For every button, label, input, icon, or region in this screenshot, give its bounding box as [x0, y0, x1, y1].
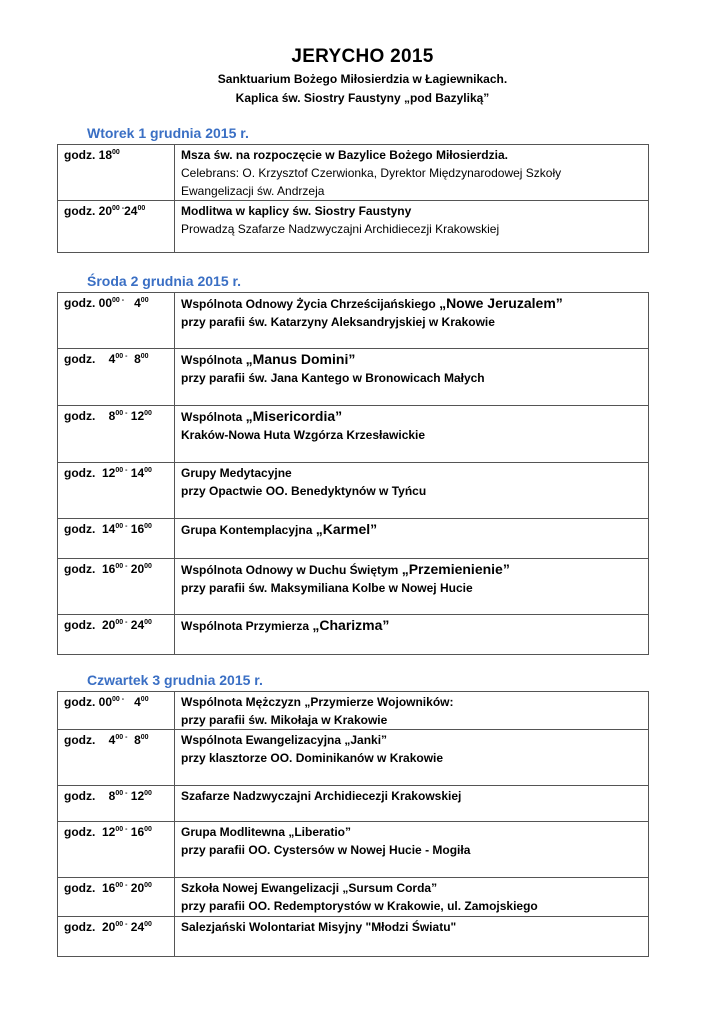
time-start: 20 — [98, 920, 116, 934]
time-start: 20 — [98, 204, 113, 218]
description-line — [181, 294, 642, 313]
schedule-row — [58, 293, 649, 349]
time-start-minutes: 00 - — [115, 523, 128, 530]
time-start: 4 — [98, 352, 116, 366]
document-subtitle-chapel: Kaplica św. Siostry Faustyny „pod Bazyliką” — [235, 91, 490, 105]
time-start-minutes: 00 - — [115, 467, 128, 474]
description-text: Wspólnota Odnowy Życia Chrześcijańskiego — [181, 297, 440, 311]
description-cell — [175, 406, 649, 463]
description-line: Ewangelizacji św. Andrzeja — [181, 184, 325, 198]
time-end: 12 — [130, 789, 145, 803]
time-start-minutes: 00 - — [115, 563, 128, 570]
schedule-body — [58, 293, 649, 655]
description-cell — [175, 786, 649, 822]
time-end: 24 — [130, 618, 145, 632]
description-cell — [175, 692, 649, 730]
description-text: Wspólnota — [181, 410, 246, 424]
description-cell — [175, 145, 649, 201]
schedule-row — [58, 519, 649, 559]
time-start: 12 — [98, 466, 116, 480]
description-cell — [175, 559, 649, 615]
time-end-minutes: 00 — [140, 734, 149, 741]
time-end-minutes: 00 — [144, 467, 152, 474]
time-prefix: godz. — [64, 522, 99, 536]
time-start: 4 — [98, 733, 116, 747]
time-start: 14 — [98, 522, 116, 536]
description-line: przy parafii św. Maksymiliana Kolbe w Nowej Hucie — [181, 581, 473, 595]
time-end-minutes: 00 — [137, 205, 146, 212]
day-heading-tuesday: Wtorek 1 grudnia 2015 r. — [87, 125, 249, 141]
time-cell — [58, 692, 175, 730]
time-end-minutes: 00 — [144, 790, 152, 797]
time-end-minutes: 00 — [144, 619, 152, 626]
time-start-minutes: 00 - — [115, 619, 128, 626]
time-cell — [58, 559, 175, 615]
time-end-minutes: 00 — [140, 353, 149, 360]
time-start-minutes: 00 - — [112, 297, 125, 304]
description-line: Grupy Medytacyjne — [181, 466, 292, 480]
description-line: przy parafii OO. Cystersów w Nowej Hucie - Mogiła — [181, 843, 471, 857]
schedule-row — [58, 615, 649, 655]
description-cell — [175, 349, 649, 406]
time-start: 00 — [98, 296, 113, 310]
description-line — [181, 616, 642, 635]
schedule-body — [58, 145, 649, 253]
time-cell — [58, 293, 175, 349]
description-text: Wspólnota Przymierza — [181, 619, 313, 633]
description-line: Prowadzą Szafarze Nadzwyczajni Archidiecezji Krakowskiej — [181, 222, 500, 236]
schedule-table-tuesday — [57, 144, 649, 253]
time-start: 16 — [98, 562, 116, 576]
schedule-row — [58, 463, 649, 519]
description-cell — [175, 822, 649, 878]
time-prefix: godz. — [64, 148, 99, 162]
time-start: 20 — [98, 618, 116, 632]
time-start-minutes: 00 - — [115, 410, 128, 417]
community-name: „Karmel” — [315, 521, 378, 537]
time-cell — [58, 917, 175, 957]
time-start-minutes: 00 - — [112, 205, 125, 212]
day-heading-thursday: Czwartek 3 grudnia 2015 r. — [87, 672, 263, 688]
description-line: Wspólnota Mężczyzn „Przymierze Wojowników: — [181, 695, 454, 709]
time-cell — [58, 201, 175, 253]
time-end: 4 — [134, 695, 141, 709]
time-end: 16 — [130, 522, 145, 536]
time-end: 8 — [134, 733, 141, 747]
description-line: Kraków-Nowa Huta Wzgórza Krzesławickie — [181, 428, 426, 442]
time-end: 20 — [130, 562, 145, 576]
community-name: „Charizma” — [312, 617, 390, 633]
description-text: Grupa Kontemplacyjna — [181, 523, 316, 537]
description-cell — [175, 730, 649, 786]
description-line: przy Opactwie OO. Benedyktynów w Tyńcu — [181, 484, 427, 498]
time-end: 4 — [134, 296, 141, 310]
day-heading-wednesday: Środa 2 grudnia 2015 r. — [87, 273, 242, 289]
time-start-minutes: 00 - — [115, 826, 128, 833]
description-line: przy parafii św. Mikołaja w Krakowie — [181, 713, 388, 727]
description-cell — [175, 293, 649, 349]
schedule-row — [58, 145, 649, 201]
time-end: 24 — [124, 204, 138, 218]
time-start: 8 — [98, 789, 116, 803]
time-prefix: godz. — [64, 352, 99, 366]
time-end-minutes: 00 — [140, 297, 149, 304]
time-start: 00 — [98, 695, 113, 709]
schedule-row — [58, 878, 649, 917]
time-start-minutes: 00 — [112, 149, 120, 156]
schedule-row — [58, 917, 649, 957]
time-end: 20 — [130, 881, 145, 895]
description-line: przy klasztorze OO. Dominikanów w Krakowie — [181, 751, 444, 765]
time-separator — [124, 296, 134, 310]
time-prefix: godz. — [64, 825, 99, 839]
description-line: Msza św. na rozpoczęcie w Bazylice Bożego Miłosierdzia. — [181, 148, 508, 162]
description-cell — [175, 917, 649, 957]
time-cell — [58, 615, 175, 655]
schedule-row — [58, 406, 649, 463]
document-subtitle-sanctuary: Sanktuarium Bożego Miłosierdzia w Łagiewnikach. — [217, 72, 508, 86]
description-line: Szafarze Nadzwyczajni Archidiecezji Krakowskiej — [181, 789, 462, 803]
time-end-minutes: 00 — [144, 410, 152, 417]
description-line: Salezjański Wolontariat Misyjny "Młodzi Światu" — [181, 920, 457, 934]
time-prefix: godz. — [64, 466, 99, 480]
time-prefix: godz. — [64, 733, 99, 747]
time-prefix: godz. — [64, 695, 99, 709]
time-start: 16 — [98, 881, 116, 895]
description-line — [181, 407, 642, 426]
description-line — [181, 350, 642, 369]
description-line: przy parafii OO. Redemptorystów w Krakowie, ul. Zamojskiego — [181, 899, 538, 913]
time-end-minutes: 00 — [144, 826, 152, 833]
time-prefix: godz. — [64, 881, 99, 895]
time-end: 12 — [130, 409, 145, 423]
description-line — [181, 560, 642, 579]
time-cell — [58, 878, 175, 917]
schedule-row — [58, 730, 649, 786]
time-cell — [58, 349, 175, 406]
community-name: „Nowe Jeruzalem” — [439, 295, 563, 311]
time-start-minutes: 00 - — [115, 734, 128, 741]
description-line: Szkoła Nowej Ewangelizacji „Sursum Corda” — [181, 881, 438, 895]
time-prefix: godz. — [64, 920, 99, 934]
time-cell — [58, 519, 175, 559]
time-start-minutes: 00 - — [115, 921, 128, 928]
time-end: 24 — [130, 920, 145, 934]
time-cell — [58, 822, 175, 878]
time-cell — [58, 786, 175, 822]
time-prefix: godz. — [64, 562, 99, 576]
time-end: 8 — [134, 352, 141, 366]
description-text: Wspólnota Odnowy w Duchu Świętym — [181, 563, 402, 577]
community-name: „Misericordia” — [245, 408, 343, 424]
community-name: „Przemienienie” — [401, 561, 510, 577]
time-cell — [58, 463, 175, 519]
description-cell — [175, 615, 649, 655]
time-start: 18 — [98, 148, 113, 162]
community-name: „Manus Domini” — [245, 351, 356, 367]
time-cell — [58, 730, 175, 786]
description-cell — [175, 201, 649, 253]
description-cell — [175, 878, 649, 917]
time-end: 14 — [130, 466, 145, 480]
schedule-row — [58, 349, 649, 406]
time-end-minutes: 00 — [144, 523, 152, 530]
time-end-minutes: 00 — [144, 882, 152, 889]
time-start: 12 — [98, 825, 116, 839]
schedule-body — [58, 692, 649, 957]
schedule-table-thursday — [57, 691, 649, 957]
time-prefix: godz. — [64, 296, 99, 310]
description-line: Modlitwa w kaplicy św. Siostry Faustyny — [181, 204, 412, 218]
time-cell — [58, 145, 175, 201]
schedule-table-wednesday — [57, 292, 649, 655]
time-start-minutes: 00 - — [115, 790, 128, 797]
time-separator — [124, 695, 134, 709]
description-line: Grupa Modlitewna „Liberatio” — [181, 825, 352, 839]
time-end-minutes: 00 — [140, 696, 149, 703]
time-end-minutes: 00 — [144, 563, 152, 570]
time-prefix: godz. — [64, 618, 99, 632]
time-start: 8 — [98, 409, 116, 423]
description-text: Wspólnota — [181, 353, 246, 367]
time-end: 16 — [130, 825, 145, 839]
schedule-row — [58, 559, 649, 615]
document-title: JERYCHO 2015 — [291, 46, 434, 67]
description-line: Celebrans: O. Krzysztof Czerwionka, Dyrektor Międzynarodowej Szkoły — [181, 166, 562, 180]
schedule-row — [58, 692, 649, 730]
time-prefix: godz. — [64, 789, 99, 803]
description-line — [181, 520, 642, 539]
description-line: przy parafii św. Katarzyny Aleksandryjskiej w Krakowie — [181, 315, 495, 329]
time-start-minutes: 00 - — [115, 882, 128, 889]
schedule-row — [58, 786, 649, 822]
time-end-minutes: 00 — [144, 921, 152, 928]
time-prefix: godz. — [64, 409, 99, 423]
time-cell — [58, 406, 175, 463]
time-start-minutes: 00 - — [112, 696, 125, 703]
time-start-minutes: 00 - — [115, 353, 128, 360]
schedule-row — [58, 822, 649, 878]
time-prefix: godz. — [64, 204, 99, 218]
description-cell — [175, 463, 649, 519]
description-line: przy parafii św. Jana Kantego w Bronowicach Małych — [181, 371, 485, 385]
description-cell — [175, 519, 649, 559]
schedule-row — [58, 201, 649, 253]
description-line: Wspólnota Ewangelizacyjna „Janki” — [181, 733, 388, 747]
